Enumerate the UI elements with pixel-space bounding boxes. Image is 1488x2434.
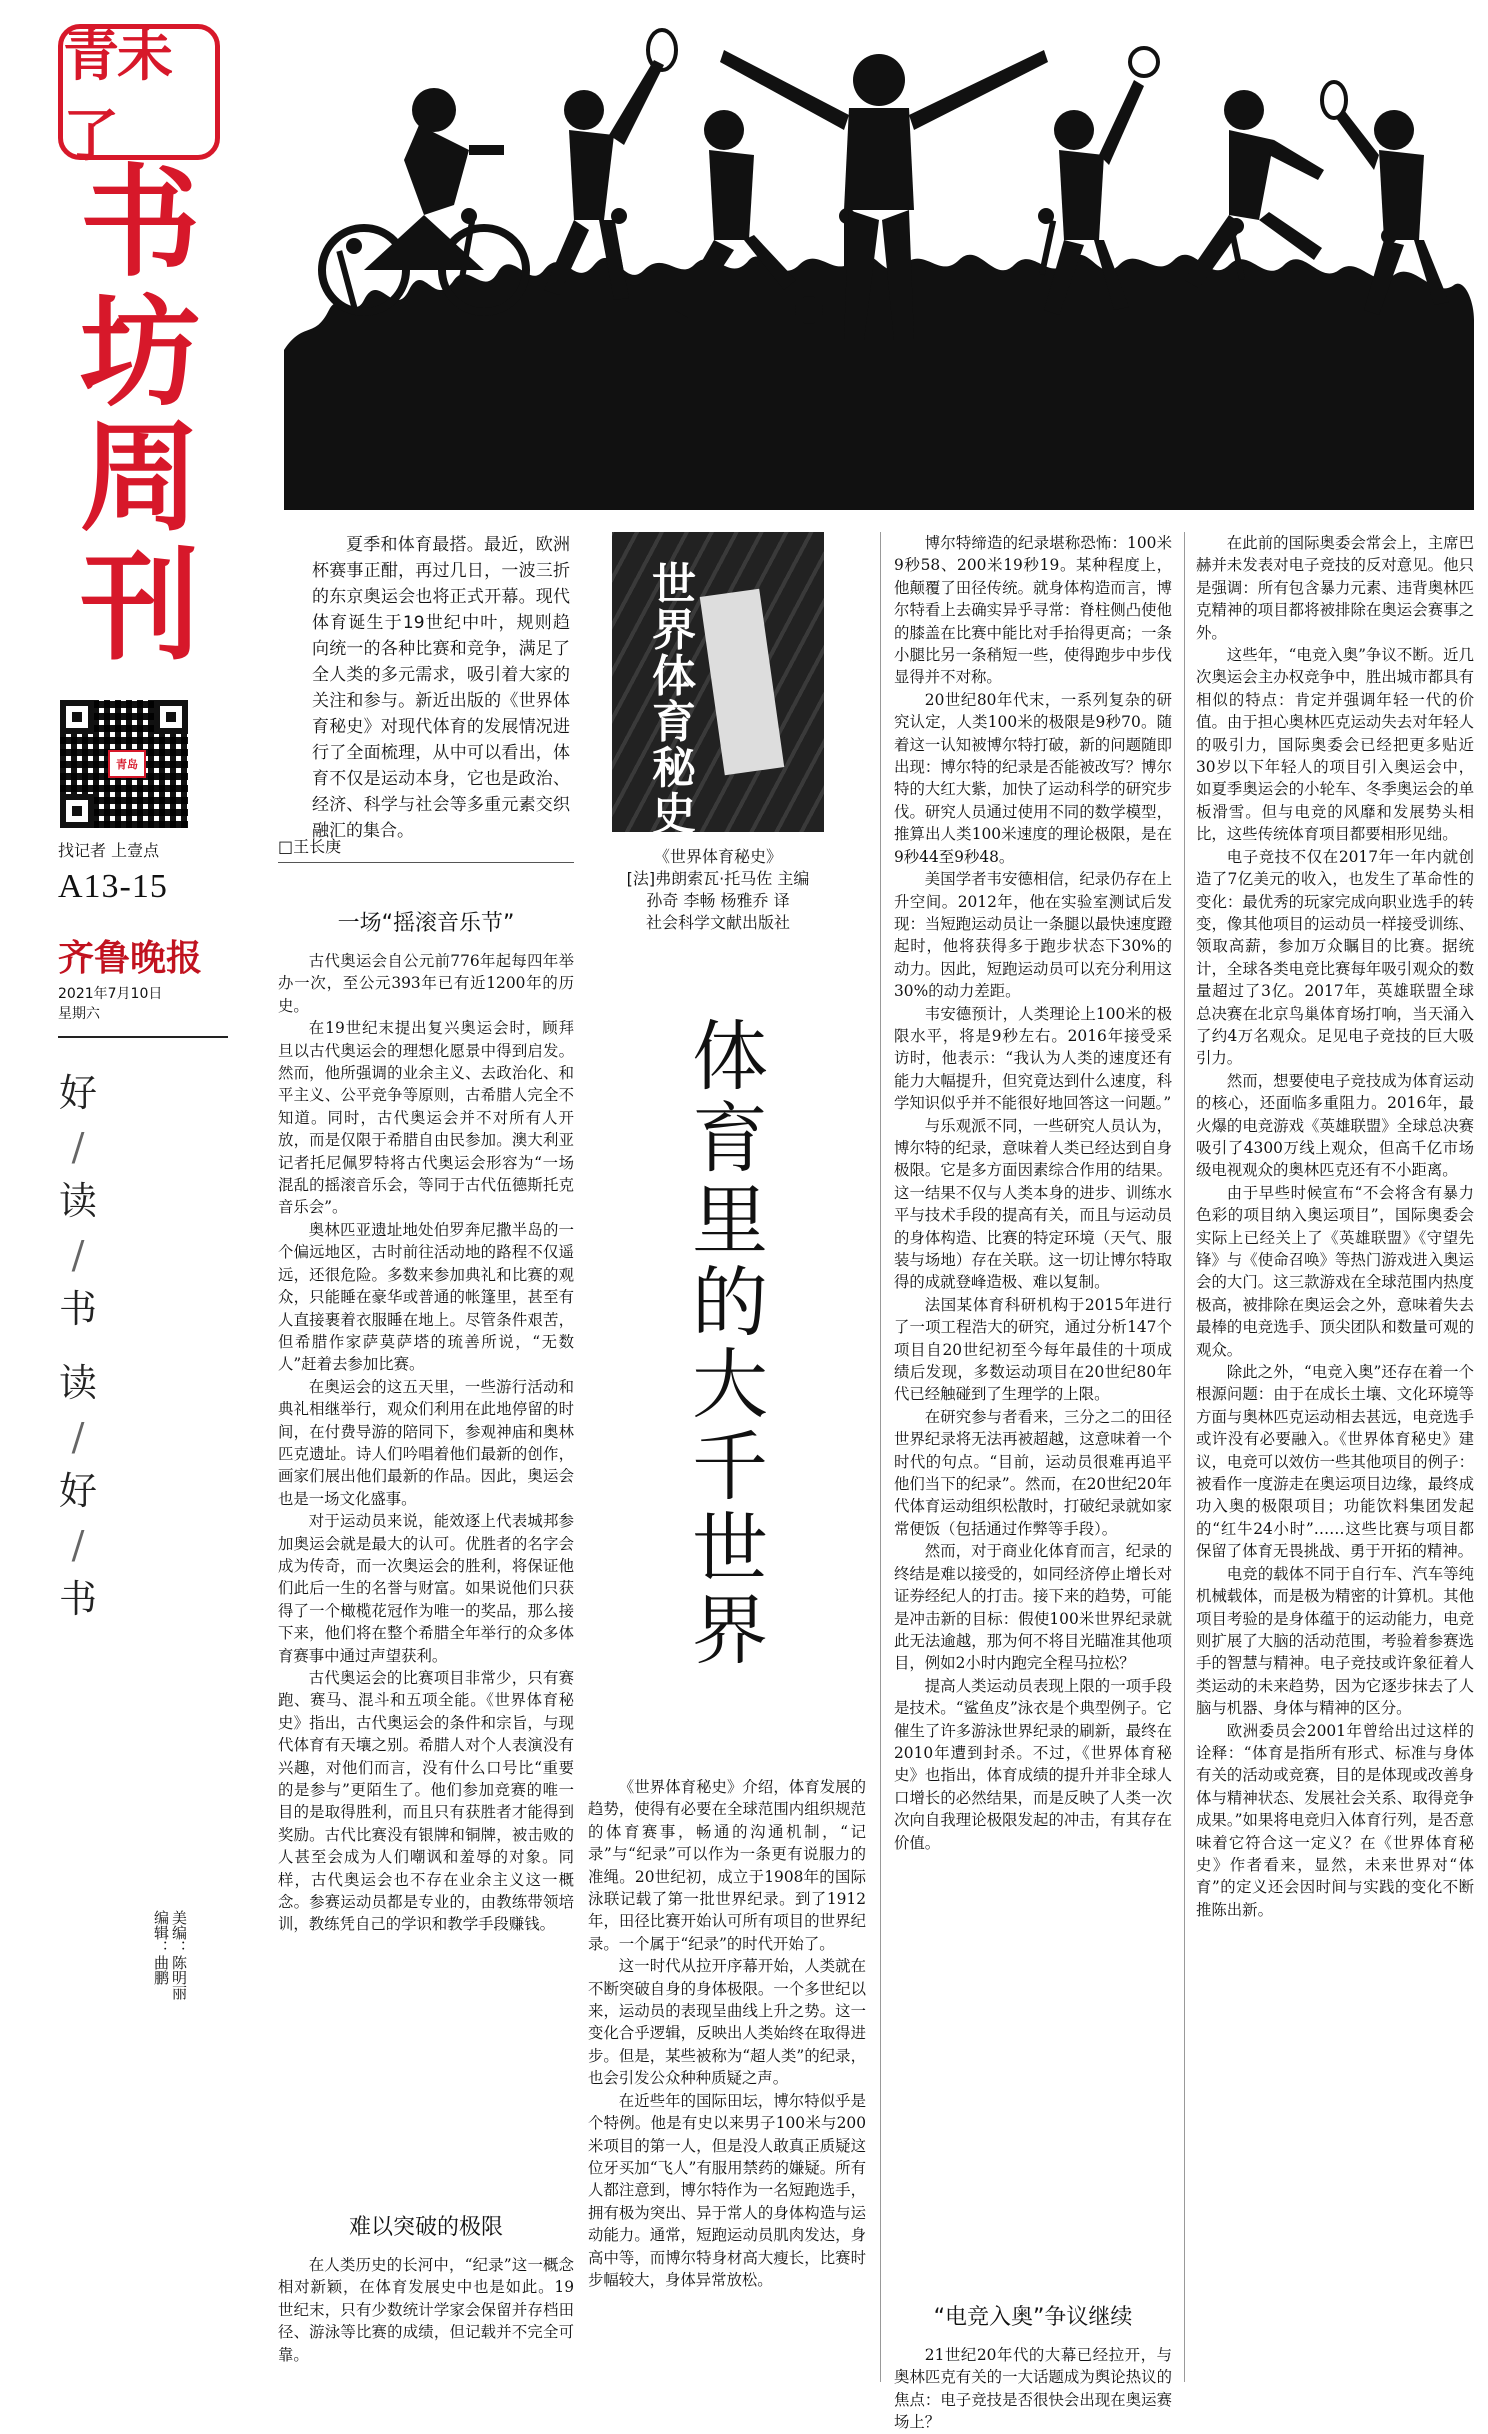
byline: □王长庚: [278, 837, 342, 856]
paragraph: 电子竞技不仅在2017年一年内就创造了7亿美元的收入，也发生了革命性的变化：最优秀的玩家完成向职业选手的转变，像其他项目的运动员一样接受训练、领取高薪，参加万众瞩目的比赛。据统计，全球各类电竞比赛每年吸引观众的数量超过了3亿。2017年，英雄联盟全球总决赛在北京鸟巢体育场打响，当天涌入了约4万名观众。足见电子竞技的巨大吸引力。: [1196, 847, 1474, 1068]
page-range: A13-15: [58, 868, 168, 905]
section-2-start: [278, 2254, 574, 2374]
column-rule: [1184, 532, 1185, 2382]
sports-silhouette-banner: [284, 20, 1474, 510]
paragraph: 在研究参与者看来，三分之二的田径世界纪录将无法再被超越，这意味着一个时代的句点。“目前，运动员很难再追平他们当下的纪录”。然而，在20世纪20年代体育运动组织松散时，打破纪录就如家常便饭（包括通过作弊等手段）。: [894, 1407, 1172, 1538]
section-heading-2: 难以突破的极限: [348, 2215, 503, 2240]
art-editor: 美编：陈明丽: [170, 1910, 188, 2000]
editor-credits: [148, 1910, 188, 2000]
book-translators: 孙奇 李畅 杨雅乔 译: [646, 891, 790, 910]
slogan-char: 书: [58, 1577, 97, 1621]
slogan-slash: /: [71, 1523, 85, 1567]
section-3-start: [894, 2344, 1172, 2432]
book-caption: [598, 846, 838, 934]
section-3-col4: [1196, 532, 1474, 2382]
article-lede: 夏季和体育最搭。最近，欧洲杯赛事正酣，再过几日，一波三折的东京奥运会也将正式开幕。现代体育诞生于19世纪中叶，规则趋向统一的各种比赛和竞争，满足了全人类的多元需求，吸引着大家的关注和参与。新近出版的《世界体育秘史》对现代体育的发展情况进行了全面梳理，从中可以看出，体育不仅是运动本身，它也是政治、经济、科学与社会等多重元素交织融汇的集合。: [312, 535, 570, 841]
section-title-char-4: 刊: [80, 538, 200, 677]
paragraph: 欧洲委员会2001年曾给出过这样的诠释：“体育是指所有形式、标准与身体有关的活动或竞赛，目的是体现或改善身体与精神状态、发展社会关系、取得竞争成果。”如果将电竞归入体育行列，是否意味着它符合这一定义？在《世界体育秘史》作者看来，显然，未来世界对“体育”的定义还会因时间与实践的变化不断推陈出新。: [1196, 1721, 1474, 1919]
cover-title: 世界体育秘史: [652, 559, 696, 840]
paragraph: 与乐观派不同，一些研究人员认为，博尔特的纪录，意味着人类已经达到自身极限。它是多方面因素综合作用的结果。这一结果不仅与人类本身的进步、训练水平与技术手段的提高有关，而且与运动员的身体构造、比赛的特定环境（天气、服装与场地）存在关联。这一切让博尔特取得的成就登峰造极、难以复制。: [894, 1116, 1172, 1292]
paragraph: 在此前的国际奥委会常会上，主席巴赫并未发表对电子竞技的反对意见。他只是强调：所有包含暴力元素、违背奥林匹克精神的项目都将被排除在奥运会赛事之外。: [1196, 534, 1474, 642]
date-text: 2021年7月10日: [58, 986, 163, 1002]
slogan-char: 读: [58, 1361, 97, 1405]
book-title: 《世界体育秘史》: [653, 847, 782, 866]
column-rule: [880, 532, 881, 2382]
weekday-text: 星期六: [58, 1006, 100, 1022]
paragraph: 提高人类运动员表现上限的一项手段是技术。“鲨鱼皮”泳衣是个典型例子。它催生了许多游泳世界纪录的刷新，最终在2010年遭到封杀。不过，《世界体育秘史》也指出，体育成绩的提升并非全球人口增长的必然结果，而是反映了人类一次次向自我理论极限发起的冲击，有其存在价值。: [894, 1676, 1172, 1852]
paragraph: 奥林匹亚遗址地处伯罗奔尼撒半岛的一个偏远地区，古时前往活动地的路程不仅遥远，还很危险。多数来参加典礼和比赛的观众，只能睡在豪华或普通的帐篷里，甚至有人直接裹着衣服睡在地上。尽管条件艰苦，但希腊作家萨莫萨塔的琉善所说，“无数人”赶着去参加比赛。: [278, 1220, 574, 1374]
paragraph: 法国某体育科研机构于2015年进行了一项工程浩大的研究，通过分析147个项目自20世纪初至今每年最佳的十项成绩后发现，多数运动项目在20世纪80年代已经触碰到了生理学的上限。: [894, 1295, 1172, 1404]
paragraph: 然而，对于商业化体育而言，纪录的终结是难以接受的，如同经济停止增长对证券经纪人的打击。接下来的趋势，可能是冲击新的目标：假使100米世界纪录就此无法逾越，那为何不将目光瞄准其他项目，例如2小时内跑完全程马拉松？: [894, 1542, 1172, 1673]
slogan-slash: /: [71, 1415, 85, 1459]
slogan: [58, 1066, 98, 1626]
paragraph: 除此之外，“电竞入奥”还存在着一个根源问题：由于在成长土壤、文化环境等方面与奥林匹克运动相去甚远，电竞选手或许没有必要融入。《世界体育秘史》建议，电竞可以效仿一些其他项目的例子：被看作一度游走在奥运项目边缘，最终成功入奥的极限项目；功能饮料集团发起的“红牛24小时”……这些比赛与项目都保留了体育无畏挑战、勇于开拓的精神。: [1196, 1363, 1474, 1561]
section-2-col2: [588, 1776, 866, 2376]
section-2-col3: [894, 532, 1172, 2232]
paragraph: 古代奥运会的比赛项目非常少，只有赛跑、赛马、混斗和五项全能。《世界体育秘史》指出，古代奥运会的条件和宗旨，与现代体育有天壤之别。希腊人对个人表演没有兴趣，对他们而言，没有什么口号比“重要的是参与”更陌生了。他们参加竞赛的唯一目的是取得胜利，而且只有获胜者才能得到奖励。古代比赛没有银牌和铜牌，被击败的人甚至会成为人们嘲讽和羞辱的对象。同样，古代奥运会也不存在业余主义这一概念。参赛运动员都是专业的，由教练带领培训，教练凭自己的学识和教学手段赚钱。: [278, 1669, 574, 1934]
paragraph: 对于运动员来说，能效逐上代表城邦参加奥运会就是最大的认可。优胜者的名字会成为传奇，而一次奥运会的胜利，将保证他们此后一生的名誉与财富。如果说他们只获得了一个橄榄花冠作为唯一的奖品，那么接下来，他们将在整个希腊全年举行的众多体育赛事中通过声望获利。: [278, 1512, 574, 1665]
paragraph: 这一时代从拉开序幕开始，人类就在不断突破自身的身体极限。一个多世纪以来，运动员的表现呈曲线上升之势。这一变化合乎逻辑，反映出人类始终在取得进步。但是，某些被称为“超人类”的纪录，也会引发公众种种质疑之声。: [588, 1957, 866, 2088]
paragraph: 这些年，“电竞入奥”争议不断。近几次奥运会主办权竞争中，胜出城市都具有相似的特点：肯定并强调年轻一代的价值。由于担心奥林匹克运动失去对年轻人的吸引力，国际奥委会已经把更多贴近30岁以下年轻人的项目引入奥运会中，如夏季奥运会的小轮车、冬季奥运会的单板滑雪。但与电竞的风靡和发展势头相比，这些传统体育项目都要相形见绌。: [1196, 646, 1474, 844]
paragraph: 然而，想要使电子竞技成为体育运动的核心，还面临多重阻力。2016年，最火爆的电竞游戏《英雄联盟》全球总决赛吸引了4300万线上观众，但高千亿市场级电视观众的奥林匹克还有不小距离。: [1196, 1071, 1474, 1180]
paragraph: 古代奥运会自公元前776年起每四年举办一次，至公元393年已有近1200年的历史。: [278, 952, 574, 1015]
section-1-body: [278, 950, 574, 2090]
qr-code[interactable]: [60, 700, 188, 828]
section-title-char-3: 周: [80, 409, 200, 548]
paragraph: 博尔特缔造的纪录堪称恐怖：100米9秒58、200米19秒19。某种程度上，他颠覆了田径传统。就身体构造而言，博尔特看上去确实异乎寻常：脊柱侧凸使他的膝盖在比赛中能比对手抬得更高；一条小腿比另一条稍短一些，使得跑步中步伐显得并不对称。: [894, 534, 1172, 687]
headline: 体育里的大千世界: [692, 1012, 768, 1675]
newspaper-name: 齐鲁晚报: [58, 937, 203, 979]
slogan-char: 好: [58, 1071, 97, 1115]
divider: [58, 1036, 228, 1038]
paragraph: 21世纪20年代的大幕已经拉开，与奥林匹克有关的一大话题成为舆论热议的焦点：电子竞技是否很快会出现在奥运赛场上？: [894, 2346, 1172, 2432]
slogan-slash: /: [71, 1125, 85, 1169]
book-publisher: 社会科学文献出版社: [645, 913, 790, 932]
paragraph: 美国学者韦安德相信，纪录仍存在上升空间。2012年，他在实验室测试后发现：当短跑运动员让一条腿以最快速度蹬起时，他将获得多于跑步状态下30%的动力。因此，短跑运动员可以充分利用这30%的动力差距。: [894, 870, 1172, 1001]
paragraph: 韦安德预计，人类理论上100米的极限水平，将是9秒左右。2016年接受采访时，他表示：“我认为人类的速度还有能力大幅提升，但究竟达到什么速度，科学知识似乎并不能很好地回答这一问题。”: [894, 1004, 1172, 1113]
slogan-char: 书: [58, 1287, 97, 1331]
paragraph: 由于早些时候宣布“不会将含有暴力色彩的项目纳入奥运项目”，国际奥委会实际上已经关上了《英雄联盟》《守望先锋》与《使命召唤》等热门游戏进入奥运会的大门。这三款游戏在全球范围内热度极高，被排除在奥运会之外，意味着失去最棒的电竞选手、顶尖团队和数量可观的观众。: [1196, 1183, 1474, 1359]
issue-date: [58, 984, 162, 1024]
paragraph: 在奥运会的这五天里，一些游行活动和典礼相继举行，观众们利用在此地停留的时间，在付费导游的陪同下，参观神庙和奥林匹克遗址。诗人们吟唱着他们最新的创作，画家们展出他们最新的作品。因此，奥运会也是一场文化盛事。: [278, 1377, 574, 1508]
qr-label: 青岛: [108, 750, 146, 778]
paragraph: 在人类历史的长河中，“纪录”这一概念相对新颖，在体育发展史中也是如此。19世纪末，只有少数统计学家会保留并存档田径、游泳等比赛的成绩，但记载并不完全可靠。: [278, 2256, 574, 2364]
slogan-slash: /: [71, 1233, 85, 1277]
book-cover: [612, 532, 824, 840]
divider: [278, 862, 574, 863]
slogan-char: 读: [58, 1179, 97, 1223]
paragraph: 在19世纪末提出复兴奥运会时，顾拜旦以古代奥运会的理想化愿景中得到启发。然而，他所强调的业余主义、去政治化、和平主义、公平竞争等原则，古希腊人完全不知道。同时，古代奥运会并不对所有人开放，而是仅限于希腊自由民参加。澳大利亚记者托尼佩罗特将古代奥运会形容为“一场混乱的摇滚音乐会，等同于古代伍德斯托克音乐会”。: [278, 1019, 574, 1217]
section-title-char-1: 书: [80, 154, 200, 293]
section-heading-3: “电竞入奥”争议继续: [933, 2305, 1133, 2330]
tagline: 找记者 上壹点: [58, 841, 160, 860]
book-author: [法]弗朗索瓦·托马佐 主编: [626, 869, 810, 888]
paragraph: 电竞的载体不同于自行车、汽车等纯机械载体，而是极为精密的计算机。其他项目考验的是身体蕴于的运动能力，电竞则扩展了大脑的活动范围，考验着参赛选手的智慧与精神。电子竞技或许象征着人类运动的未来趋势，因为它逐步抹去了人脑与机器、身体与精神的区分。: [1196, 1564, 1474, 1718]
logo-text: 青未了: [63, 24, 171, 169]
paragraph: 《世界体育秘史》介绍，体育发展的趋势，使得有必要在全球范围内组织规范的体育赛事，畅通的沟通机制，“记录”与“纪录”可以作为一条更有说服力的准绳。20世纪初，成立于1908年的国际泳联记载了第一批世界纪录。到了1912年，田径比赛开始认可所有项目的世界纪录。一个属于“纪录”的时代开始了。: [588, 1778, 866, 1953]
text-editor: 编辑：曲鹏: [152, 1910, 170, 1985]
paragraph: 20世纪80年代末，一系列复杂的研究认定，人类100米的极限是9秒70。随着这一认知被博尔特打破，新的问题随即出现：博尔特的纪录是否能被改写？博尔特的大红大紫，加快了运动科学的研究步伐。研究人员通过使用不同的数学模型，推算出人类100米速度的理论极限，是在9秒44至9秒48。: [894, 690, 1172, 866]
section-heading-1: 一场“摇滚音乐节”: [337, 911, 515, 936]
paragraph: 在近些年的国际田坛，博尔特似乎是个特例。他是有史以来男子100米与200米项目的第一人，但是没人敢真正质疑这位牙买加“飞人”有服用禁药的嫌疑。所有人都注意到，博尔特作为一名短跑选手，拥有极为突出、异于常人的身体构造与运动能力。通常，短跑运动员肌肉发达，身高中等，而博尔特身材高大瘦长，比赛时步幅较大，身体异常放松。: [588, 2091, 866, 2289]
slogan-char: 好: [58, 1469, 97, 1513]
section-title-char-2: 坊: [80, 284, 200, 423]
qingweiliao-logo: [58, 24, 220, 169]
